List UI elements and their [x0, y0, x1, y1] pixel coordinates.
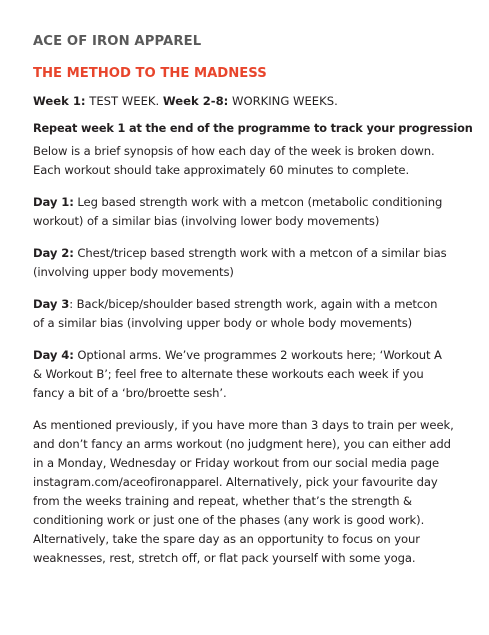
closing-line: As mentioned previously, if you have more than 3 days to train per week,: [33, 418, 454, 432]
day-4-text: Optional arms. We’ve programmes 2 workouts here; ‘Workout A: [73, 348, 442, 362]
brand-name: ACE OF IRON APPAREL: [33, 34, 202, 49]
day-3-paragraph: [33, 295, 459, 333]
weeks-overview: [33, 93, 459, 109]
day-4-line: & Workout B’; feel free to alternate these workouts each week if you: [33, 367, 424, 381]
day-2-line: [33, 244, 459, 263]
day-1-line: [33, 193, 459, 212]
day-2-label: Day 2:: [33, 246, 74, 260]
closing-line: conditioning work or just one of the phases (any work is good work).: [33, 513, 425, 527]
day-3-label: Day 3: [33, 297, 70, 311]
repeat-note: Repeat week 1 at the end of the programme to track your progression: [33, 122, 473, 135]
intro-line: Below is a brief synopsis of how each day of the week is broken down.: [33, 144, 435, 158]
closing-line: instagram.com/aceofironapparel. Alternatively, pick your favourite day: [33, 475, 438, 489]
day-4-paragraph: [33, 346, 459, 403]
day-2-text: Chest/tricep based strength work with a metcon of a similar bias: [73, 246, 447, 260]
day-1-paragraph: [33, 193, 459, 231]
day-3-text: : Back/bicep/shoulder based strength work, again with a metcon: [69, 297, 438, 311]
section-title: THE METHOD TO THE MADNESS: [33, 66, 267, 81]
closing-line: weaknesses, rest, stretch off, or flat pack yourself with some yoga.: [33, 551, 416, 565]
closing-paragraph: [33, 416, 459, 568]
day-1-label: Day 1:: [33, 195, 74, 209]
day-3-line: [33, 295, 459, 314]
week2-text: WORKING WEEKS.: [228, 94, 338, 108]
week1-text: TEST WEEK.: [85, 94, 163, 108]
closing-line: and don’t fancy an arms workout (no judgment here), you can either add: [33, 437, 451, 451]
closing-line: from the weeks training and repeat, whether that’s the strength &: [33, 494, 412, 508]
intro-line: Each workout should take approximately 60 minutes to complete.: [33, 163, 410, 177]
week2-label: Week 2-8:: [162, 94, 229, 108]
week1-label: Week 1:: [33, 94, 86, 108]
day-4-line: fancy a bit of a ‘bro/broette sesh’.: [33, 386, 227, 400]
day-2-line: (involving upper body movements): [33, 265, 234, 279]
closing-line: in a Monday, Wednesday or Friday workout from our social media page: [33, 456, 440, 470]
day-1-text: Leg based strength work with a metcon (metabolic conditioning: [73, 195, 443, 209]
day-4-label: Day 4:: [33, 348, 74, 362]
day-1-line: workout) of a similar bias (involving lower body movements): [33, 214, 380, 228]
day-4-line: [33, 346, 459, 365]
day-2-paragraph: [33, 244, 459, 282]
intro-paragraph: [33, 142, 459, 180]
closing-line: Alternatively, take the spare day as an opportunity to focus on your: [33, 532, 420, 546]
day-3-line: of a similar bias (involving upper body or whole body movements): [33, 316, 413, 330]
